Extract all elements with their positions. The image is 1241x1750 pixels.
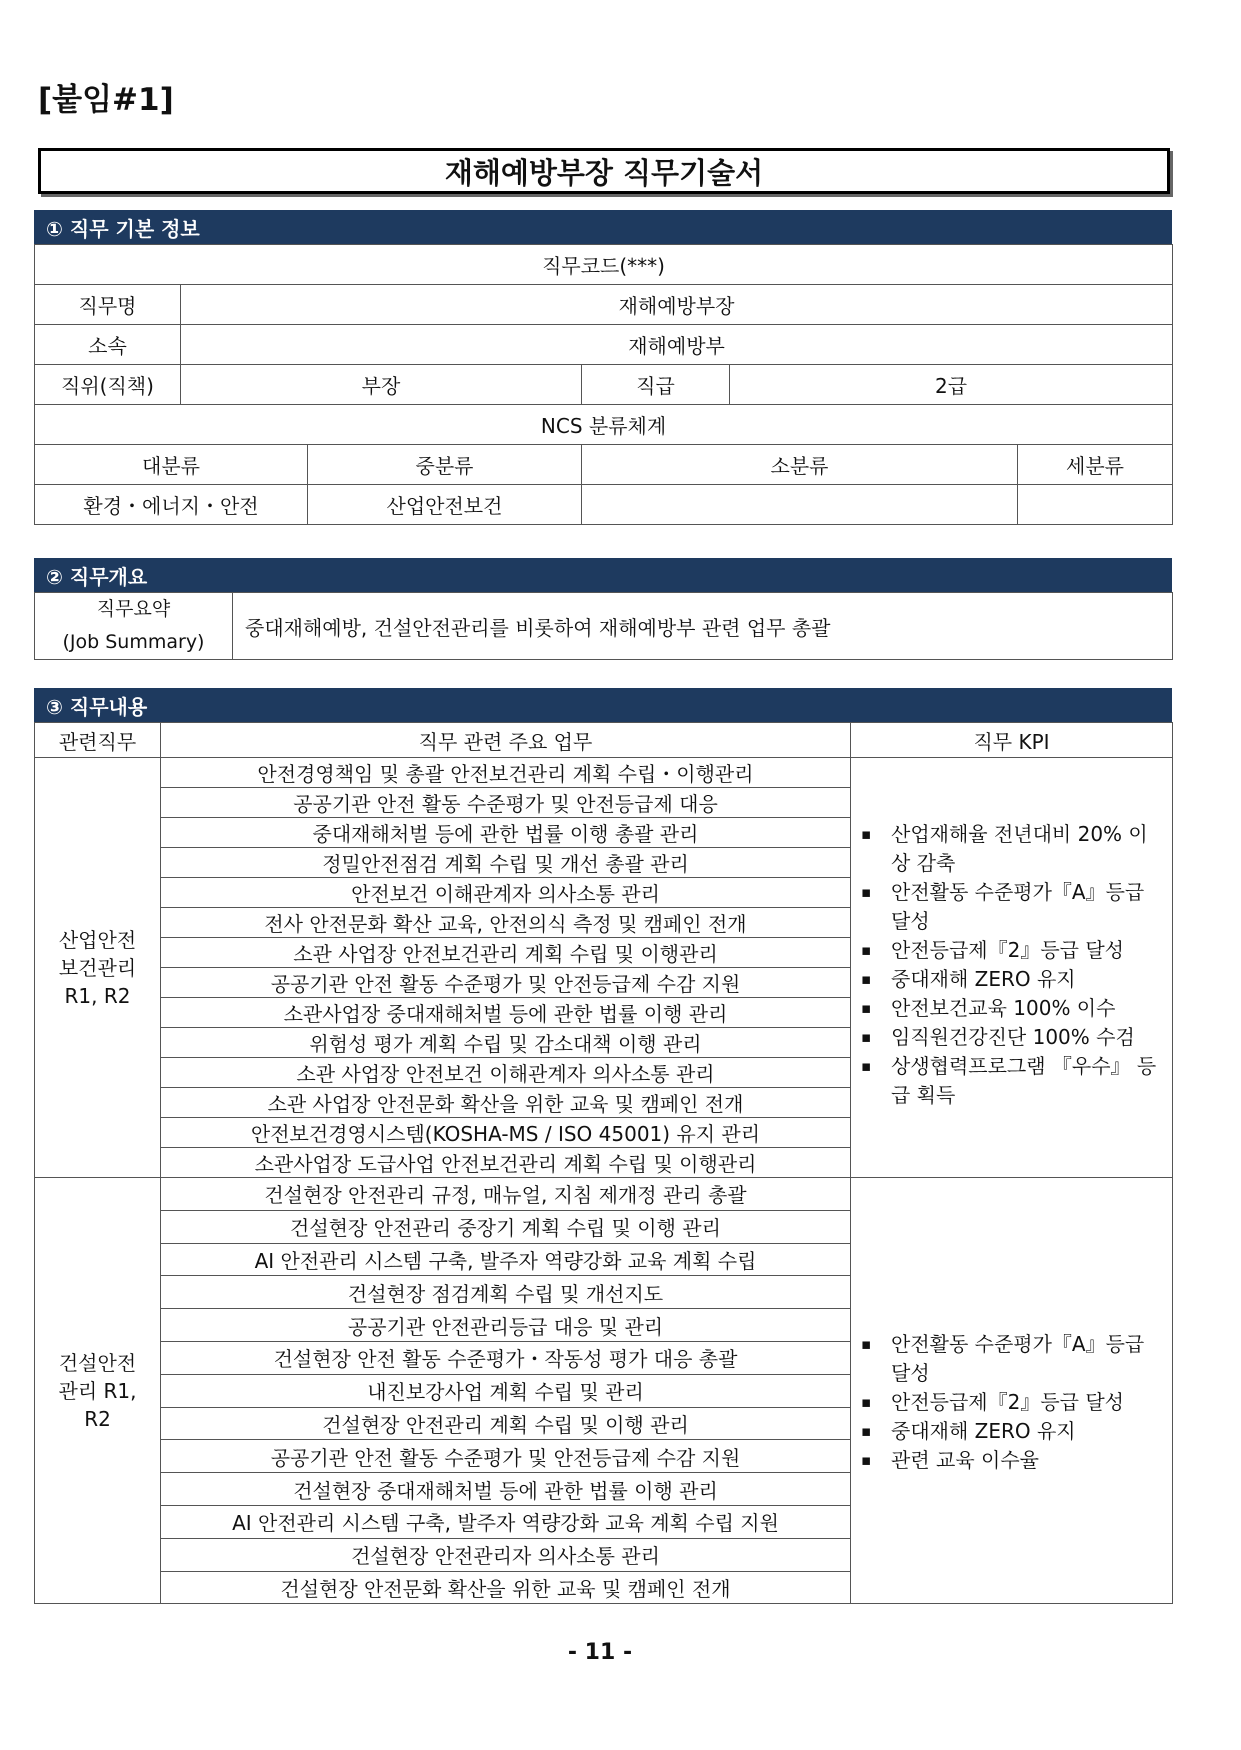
ncs-label: NCS 분류체계 bbox=[35, 405, 1173, 445]
kpi-item: ▪ 산업재해율 전년대비 20% 이상 감축 bbox=[861, 820, 1160, 878]
dept-value: 재해예방부 bbox=[181, 325, 1173, 365]
task-item: 건설현장 안전문화 확산을 위한 교육 및 캠페인 전개 bbox=[161, 1571, 851, 1604]
grade-value: 2급 bbox=[730, 365, 1173, 405]
col-kpi-header: 직무 KPI bbox=[851, 723, 1173, 758]
task-item: AI 안전관리 시스템 구축, 발주자 역량강화 교육 계획 수립 지원 bbox=[161, 1505, 851, 1538]
task-item: 안전보건 이해관계자 의사소통 관리 bbox=[161, 878, 851, 908]
job-content-table bbox=[34, 722, 1173, 1604]
task-item: 전사 안전문화 확산 교육, 안전의식 측정 및 캠페인 전개 bbox=[161, 908, 851, 938]
col-role-header: 관련직무 bbox=[35, 723, 161, 758]
ncs-value-major: 환경・에너지・안전 bbox=[35, 485, 308, 525]
ncs-header-minor: 소분류 bbox=[582, 445, 1018, 485]
task-item: 안전보건경영시스템(KOSHA-MS / ISO 45001) 유지 관리 bbox=[161, 1118, 851, 1148]
dept-label: 소속 bbox=[35, 325, 181, 365]
task-item: 건설현장 안전관리자 의사소통 관리 bbox=[161, 1538, 851, 1571]
task-item: 건설현장 점검계획 수립 및 개선지도 bbox=[161, 1276, 851, 1309]
kpi-item: ▪ 안전등급제『2』등급 달성 bbox=[861, 1388, 1160, 1417]
summary-label bbox=[35, 593, 233, 660]
task-item: 중대재해처벌 등에 관한 법률 이행 총괄 관리 bbox=[161, 818, 851, 848]
kpi-item: ▪ 중대재해 ZERO 유지 bbox=[861, 1417, 1160, 1446]
kpi-item: ▪ 안전활동 수준평가『A』등급 달성 bbox=[861, 1330, 1160, 1388]
role-line: 산업안전 bbox=[58, 927, 137, 952]
task-item: 소관사업장 중대재해처벌 등에 관한 법률 이행 관리 bbox=[161, 998, 851, 1028]
task-item: 내진보강사업 계획 수립 및 관리 bbox=[161, 1374, 851, 1407]
task-item: 건설현장 안전 활동 수준평가・작동성 평가 대응 총괄 bbox=[161, 1341, 851, 1374]
basic-info-table bbox=[34, 244, 1173, 525]
attachment-label: [붙임#1] bbox=[38, 82, 174, 118]
task-item: 소관 사업장 안전보건 이해관계자 의사소통 관리 bbox=[161, 1058, 851, 1088]
role-line: 보건관리 bbox=[58, 955, 137, 980]
document-title-text: 재해예방부장 직무기술서 bbox=[444, 155, 764, 190]
summary-label-line-2: (Job Summary) bbox=[62, 631, 205, 653]
kpi-item: ▪ 안전등급제『2』등급 달성 bbox=[861, 936, 1160, 965]
task-item: 건설현장 안전관리 규정, 매뉴얼, 지침 제개정 관리 총괄 bbox=[161, 1178, 851, 1211]
section-3-heading: ③ 직무내용 bbox=[34, 688, 1172, 722]
role-construction-safety bbox=[35, 1178, 161, 1604]
summary-table bbox=[34, 592, 1173, 660]
kpi-item: ▪ 임직원건강진단 100% 수검 bbox=[861, 1023, 1160, 1052]
kpi-item: ▪ 안전활동 수준평가『A』등급 달성 bbox=[861, 878, 1160, 936]
job-name-value: 재해예방부장 bbox=[181, 285, 1173, 325]
position-value: 부장 bbox=[181, 365, 582, 405]
task-item: 안전경영책임 및 총괄 안전보건관리 계획 수립・이행관리 bbox=[161, 758, 851, 788]
summary-label-line-1: 직무요약 bbox=[96, 598, 171, 620]
grade-label: 직급 bbox=[582, 365, 730, 405]
task-item: AI 안전관리 시스템 구축, 발주자 역량강화 교육 계획 수립 bbox=[161, 1243, 851, 1276]
task-item: 공공기관 안전 활동 수준평가 및 안전등급제 수감 지원 bbox=[161, 968, 851, 998]
kpi-item: ▪ 상생협력프로그램 『우수』 등급 획득 bbox=[861, 1052, 1160, 1110]
document-title bbox=[38, 148, 1170, 194]
kpi-construction-safety bbox=[851, 1178, 1173, 1604]
task-item: 소관사업장 도급사업 안전보건관리 계획 수립 및 이행관리 bbox=[161, 1148, 851, 1178]
position-label: 직위(직책) bbox=[35, 365, 181, 405]
ncs-header-major: 대분류 bbox=[35, 445, 308, 485]
ncs-value-middle: 산업안전보건 bbox=[308, 485, 582, 525]
role-line: R1, R2 bbox=[64, 983, 131, 1008]
kpi-item: ▪ 안전보건교육 100% 이수 bbox=[861, 994, 1160, 1023]
role-line: 관리 R1, bbox=[58, 1378, 137, 1403]
task-item: 공공기관 안전관리등급 대응 및 관리 bbox=[161, 1309, 851, 1342]
role-line: 건설안전 bbox=[58, 1350, 137, 1375]
task-item: 소관 사업장 안전문화 확산을 위한 교육 및 캠페인 전개 bbox=[161, 1088, 851, 1118]
col-tasks-header: 직무 관련 주요 업무 bbox=[161, 723, 851, 758]
job-name-label: 직무명 bbox=[35, 285, 181, 325]
kpi-item: ▪ 중대재해 ZERO 유지 bbox=[861, 965, 1160, 994]
section-2-heading: ② 직무개요 bbox=[34, 558, 1172, 592]
task-item: 건설현장 안전관리 중장기 계획 수립 및 이행 관리 bbox=[161, 1210, 851, 1243]
role-line: R2 bbox=[84, 1406, 111, 1431]
page-number: - 11 - bbox=[567, 1640, 633, 1665]
task-item: 정밀안전점검 계획 수립 및 개선 총괄 관리 bbox=[161, 848, 851, 878]
ncs-value-detail bbox=[1018, 485, 1173, 525]
task-item: 공공기관 안전 활동 수준평가 및 안전등급제 수감 지원 bbox=[161, 1440, 851, 1473]
task-item: 소관 사업장 안전보건관리 계획 수립 및 이행관리 bbox=[161, 938, 851, 968]
ncs-value-minor bbox=[582, 485, 1018, 525]
task-item: 건설현장 안전관리 계획 수립 및 이행 관리 bbox=[161, 1407, 851, 1440]
ncs-header-middle: 중분류 bbox=[308, 445, 582, 485]
kpi-item: ▪ 관련 교육 이수율 bbox=[861, 1446, 1160, 1475]
ncs-header-detail: 세분류 bbox=[1018, 445, 1173, 485]
role-industrial-safety bbox=[35, 758, 161, 1178]
task-item: 위험성 평가 계획 수립 및 감소대책 이행 관리 bbox=[161, 1028, 851, 1058]
kpi-industrial-safety bbox=[851, 758, 1173, 1178]
summary-value: 중대재해예방, 건설안전관리를 비롯하여 재해예방부 관련 업무 총괄 bbox=[233, 593, 1173, 660]
section-1-heading: ① 직무 기본 정보 bbox=[34, 210, 1172, 244]
task-item: 공공기관 안전 활동 수준평가 및 안전등급제 대응 bbox=[161, 788, 851, 818]
task-item: 건설현장 중대재해처벌 등에 관한 법률 이행 관리 bbox=[161, 1473, 851, 1506]
job-code: 직무코드(***) bbox=[35, 245, 1173, 285]
